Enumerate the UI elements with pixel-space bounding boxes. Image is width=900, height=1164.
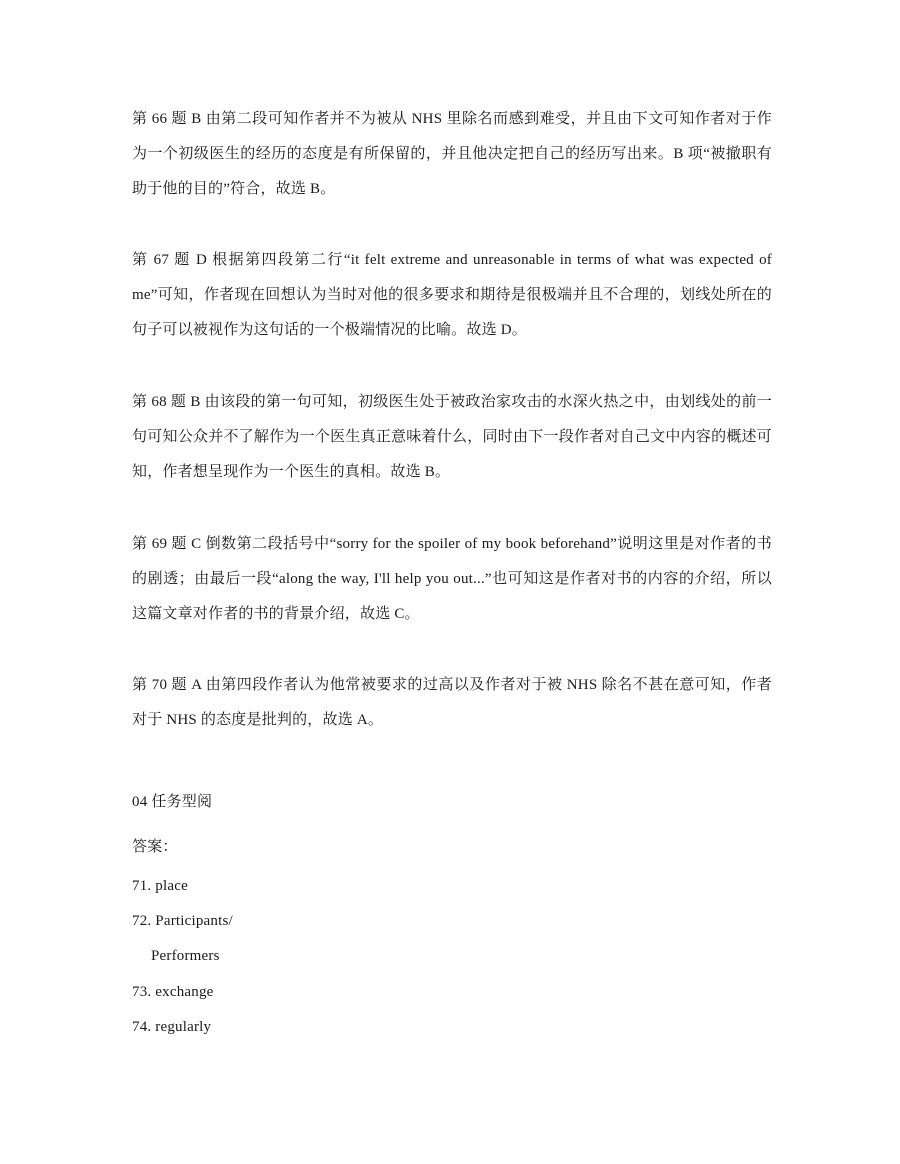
answer-74: 74. regularly: [132, 1019, 212, 1035]
explanation-q69: 第 69 题 C 倒数第二段括号中“sorry for the spoiler of my book beforehand”说明这里是对作者的书的剧透；由最后一段“along the way, I'll help you out...”也可知这是作者对书的内容的介绍，所以这篇文章对作者的书的背景介绍，故选 C。: [132, 536, 772, 622]
section-title: 04 任务型阅: [132, 794, 213, 810]
explanation-q68: 第 68 题 B 由该段的第一句可知，初级医生处于被政治家攻击的水深火热之中，由划线处的前一句可知公众并不了解作为一个医生真正意味着什么，同时由下一段作者对自己文中内容的概述可知，作者想呈现作为一个医生的真相。故选 B。: [132, 394, 772, 480]
answer-72: 72. Participants/: [132, 913, 233, 929]
explanation-q66: 第 66 题 B 由第二段可知作者并不为被从 NHS 里除名而感到难受，并且由下文可知作者对于作为一个初级医生的经历的态度是有所保留的，并且他决定把自己的经历写出来。B 项“被撤职有助于他的目的”符合，故选 B。: [132, 111, 772, 197]
answer-label: 答案：: [132, 839, 178, 855]
answer-71: 71. place: [132, 878, 188, 894]
answer-72-continuation: Performers: [151, 948, 220, 964]
answer-73: 73. exchange: [132, 984, 214, 1000]
explanation-q67: 第 67 题 D 根据第四段第二行“it felt extreme and unreasonable in terms of what was expected of me”可知，作者现在回想认为当时对他的很多要求和期待是很极端并且不合理的，划线处所在的句子可以被视作为这句话的一个极端情况的比喻。故选 D。: [132, 252, 772, 338]
explanation-q70: 第 70 题 A 由第四段作者认为他常被要求的过高以及作者对于被 NHS 除名不甚在意可知，作者对于 NHS 的态度是批判的，故选 A。: [132, 677, 772, 728]
